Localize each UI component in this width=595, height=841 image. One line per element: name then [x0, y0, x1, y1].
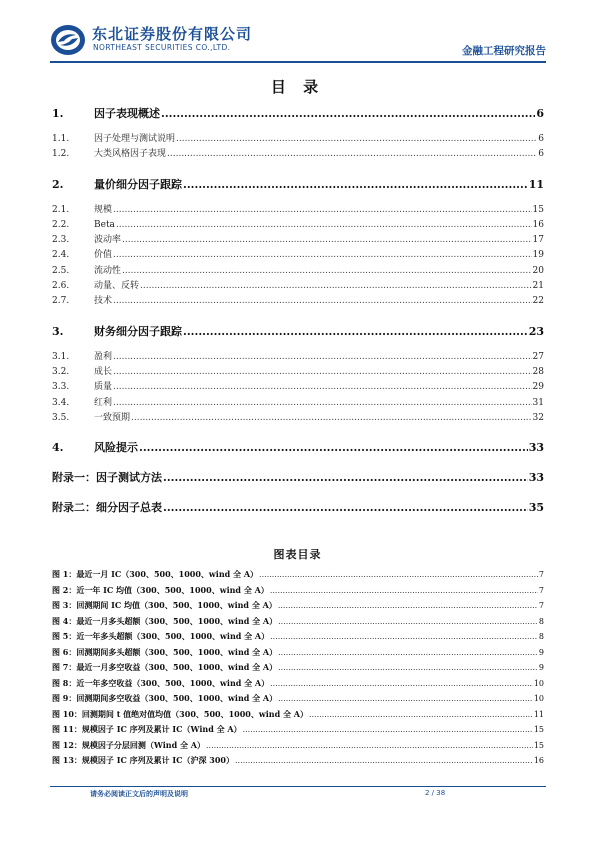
toc-entry-page: 21 — [532, 281, 544, 292]
toc-entry-number: 1.2. — [52, 149, 70, 160]
toc-appendix-entry[interactable] — [52, 500, 544, 516]
company-logo-icon — [50, 24, 86, 56]
toc-entry-number: 3. — [52, 324, 64, 338]
toc-leader-dots — [161, 106, 535, 122]
toc-entry-title: 财务细分因子跟踪 — [94, 324, 182, 338]
toc-entry-page: 29 — [532, 382, 544, 393]
toc-entry-title: 盈利 — [94, 351, 113, 362]
toc-entry-page: 31 — [532, 397, 544, 408]
figure-entry-title: 图 10：回测期间 t 值绝对值均值（300、500、1000、wind 全 A） — [52, 708, 308, 719]
toc-section-entry[interactable] — [52, 106, 544, 122]
toc-entry-number: 2. — [52, 177, 64, 191]
footer-divider — [50, 786, 546, 787]
toc-entry-title: 流动性 — [94, 265, 122, 276]
toc-entry-number: 2.7. — [52, 296, 70, 307]
toc-entry-page: 35 — [528, 501, 544, 515]
toc-subsection-entry[interactable] — [52, 350, 544, 365]
figure-leader-dots — [309, 707, 533, 723]
toc-subsection-entry[interactable] — [52, 279, 544, 294]
toc-entry-page: 28 — [532, 366, 544, 377]
toc-subsection-entry[interactable] — [52, 218, 544, 233]
toc-entry-number: 1. — [52, 107, 64, 120]
toc-entry-title: Beta — [94, 219, 115, 230]
figure-list-entry[interactable] — [52, 567, 544, 583]
figure-entry-page: 8 — [538, 632, 544, 641]
toc-subsection-entry[interactable] — [52, 294, 544, 309]
toc-section-entry[interactable] — [52, 177, 544, 193]
figure-entry-page: 9 — [538, 647, 544, 657]
toc-subsection-entry[interactable] — [52, 264, 544, 279]
figure-leader-dots — [278, 691, 533, 707]
toc-leader-dots — [163, 500, 528, 516]
toc-leader-dots — [176, 132, 537, 147]
figure-entry-page: 10 — [533, 694, 544, 703]
figure-entry-page: 15 — [533, 740, 544, 750]
toc-entry-title: 因子处理与测试说明 — [94, 134, 176, 144]
toc-entry-number: 2.6. — [52, 281, 70, 292]
toc-entry-title: 动量、反转 — [94, 281, 140, 292]
toc-entry-title: 附录二：细分因子总表 — [52, 501, 162, 515]
toc-entry-page: 33 — [528, 471, 544, 485]
figure-list-entry[interactable] — [52, 660, 544, 676]
figure-entry-page: 16 — [533, 756, 544, 765]
report-type-label: 金融工程研究报告 — [462, 45, 546, 57]
toc-section-entry[interactable] — [52, 324, 544, 340]
toc-leader-dots — [113, 294, 532, 309]
toc-leader-dots — [113, 203, 532, 218]
toc-entry-number: 3.5. — [52, 412, 70, 423]
footer-page-number: 2 / 38 — [425, 789, 446, 797]
figure-list-entry[interactable] — [52, 614, 544, 630]
toc-leader-dots — [113, 396, 532, 411]
figure-entry-title: 图 4：最近一月多头超额（300、500、1000、wind 全 A） — [52, 615, 278, 626]
toc-subsection-entry[interactable] — [52, 147, 544, 162]
brand-name-cn: 东北证券股份有限公司 — [92, 25, 253, 43]
toc-entry-page: 20 — [532, 265, 544, 276]
toc-entry-number: 1.1. — [52, 134, 70, 144]
toc-entry-title: 质量 — [94, 382, 113, 393]
figure-list-entry[interactable] — [52, 707, 544, 723]
figure-entry-title: 图 13：规模因子 IC 序列及累计 IC（沪深 300） — [52, 755, 234, 765]
figure-entry-title: 图 9：回测期间多空收益（300、500、1000、wind 全 A） — [52, 693, 278, 703]
figure-list-entry[interactable] — [52, 691, 544, 707]
figure-list-entry[interactable] — [52, 629, 544, 645]
toc-entry-title: 价值 — [94, 250, 113, 261]
toc-entry-number: 2.1. — [52, 204, 70, 215]
figure-leader-dots — [206, 738, 533, 754]
toc-entry-title: 技术 — [94, 296, 113, 307]
toc-subsection-entry[interactable] — [52, 203, 544, 218]
toc-entry-title: 附录一：因子测试方法 — [52, 471, 162, 485]
toc-leader-dots — [122, 233, 532, 248]
toc-entry-page: 17 — [532, 235, 544, 246]
figure-leader-dots — [278, 660, 538, 676]
toc-subsection-entry[interactable] — [52, 248, 544, 263]
toc-subsection-entry[interactable] — [52, 380, 544, 395]
figure-entry-page: 15 — [533, 725, 544, 734]
figure-leader-dots — [278, 598, 538, 614]
toc-subsection-entry[interactable] — [52, 411, 544, 426]
toc-entry-page: 22 — [532, 296, 544, 307]
toc-leader-dots — [139, 440, 528, 456]
figure-list-entry[interactable] — [52, 645, 544, 661]
toc-entry-page: 33 — [528, 441, 544, 455]
figure-entry-title: 图 8：近一年多空收益（300、500、1000、wind 全 A） — [52, 677, 270, 688]
figure-list-entry[interactable] — [52, 722, 544, 738]
figure-entry-title: 图 7：最近一月多空收益（300、500、1000、wind 全 A） — [52, 662, 278, 672]
figure-entry-title: 图 2：近一年 IC 均值（300、500、1000、wind 全 A） — [52, 584, 269, 595]
toc-entry-title: 成长 — [94, 366, 113, 377]
toc-entry-title: 量价细分因子跟踪 — [94, 177, 182, 191]
figure-leader-dots — [270, 629, 538, 645]
toc-leader-dots — [113, 248, 532, 263]
toc-entry-number: 2.4. — [52, 250, 70, 261]
toc-entry-page: 32 — [532, 412, 544, 423]
toc-entry-title: 风险提示 — [94, 441, 138, 455]
figure-leader-dots — [243, 722, 533, 738]
figure-entry-page: 8 — [538, 616, 544, 626]
footer-disclaimer: 请务必阅读正文后的声明及说明 — [90, 790, 188, 798]
figure-leader-dots — [278, 614, 538, 630]
toc-entry-number: 3.1. — [52, 351, 70, 362]
header-divider — [50, 61, 546, 63]
figure-entry-title: 图 3：回测期间 IC 均值（300、500、1000、wind 全 A） — [52, 600, 277, 610]
toc-leader-dots — [183, 177, 528, 193]
toc-subsection-entry[interactable] — [52, 233, 544, 248]
figure-entry-title: 图 12：规模因子分层回测（Wind 全 A） — [52, 739, 205, 750]
toc-entry-page: 23 — [528, 324, 544, 338]
toc-entry-number: 4. — [52, 441, 64, 455]
figures-list-title: 图表目录 — [273, 548, 322, 561]
figure-leader-dots — [270, 676, 533, 692]
toc-subsection-entry[interactable] — [52, 132, 544, 147]
figure-entry-page: 7 — [538, 601, 544, 610]
figure-leader-dots — [270, 583, 538, 599]
figure-entry-title: 图 11：规模因子 IC 序列及累计 IC（Wind 全 A） — [52, 724, 242, 734]
toc-section-entry[interactable] — [52, 440, 544, 456]
toc-subsection-entry[interactable] — [52, 365, 544, 380]
toc-entry-page: 15 — [532, 204, 544, 215]
table-of-contents — [52, 106, 544, 516]
toc-leader-dots — [163, 470, 528, 486]
toc-leader-dots — [140, 279, 532, 294]
toc-entry-title: 因子表现概述 — [94, 107, 160, 120]
toc-leader-dots — [113, 365, 532, 380]
figure-entry-page: 11 — [533, 709, 544, 719]
toc-leader-dots — [113, 350, 532, 365]
figure-list-entry[interactable] — [52, 676, 544, 692]
toc-entry-page: 19 — [532, 250, 544, 261]
toc-title: 目 录 — [270, 78, 325, 96]
toc-leader-dots — [116, 218, 532, 233]
toc-entry-title: 波动率 — [94, 235, 122, 246]
toc-entry-number: 2.5. — [52, 265, 70, 276]
toc-entry-number: 2.3. — [52, 235, 70, 246]
toc-entry-page: 16 — [532, 219, 544, 230]
figure-list-entry[interactable] — [52, 598, 544, 614]
figures-list — [52, 567, 544, 769]
toc-entry-page: 6 — [538, 134, 544, 144]
figure-list-entry[interactable] — [52, 753, 544, 769]
figure-entry-title: 图 1：最近一月 IC（300、500、1000、wind 全 A） — [52, 569, 259, 579]
figure-entry-page: 10 — [533, 678, 544, 688]
toc-entry-title: 大类风格因子表现 — [94, 149, 167, 160]
figure-entry-title: 图 5：近一年多头超额（300、500、1000、wind 全 A） — [52, 631, 270, 641]
toc-entry-number: 3.3. — [52, 382, 70, 393]
toc-leader-dots — [183, 324, 528, 340]
figure-entry-page: 7 — [538, 570, 544, 579]
toc-entry-title: 红利 — [94, 397, 113, 408]
toc-entry-number: 3.4. — [52, 397, 70, 408]
toc-entry-title: 一致预期 — [94, 412, 131, 423]
toc-leader-dots — [167, 147, 537, 162]
figure-list-entry[interactable] — [52, 583, 544, 599]
toc-subsection-entry[interactable] — [52, 396, 544, 411]
figure-leader-dots — [235, 753, 533, 769]
figure-leader-dots — [259, 567, 538, 583]
figure-list-entry[interactable] — [52, 738, 544, 754]
toc-leader-dots — [113, 380, 532, 395]
toc-entry-number: 3.2. — [52, 366, 70, 377]
page-header — [50, 22, 546, 62]
figure-entry-page: 7 — [538, 585, 544, 595]
toc-entry-page: 6 — [536, 107, 544, 120]
toc-entry-number: 2.2. — [52, 219, 70, 230]
toc-appendix-entry[interactable] — [52, 470, 544, 486]
figure-leader-dots — [278, 645, 538, 661]
figure-entry-title: 图 6：回测期间多头超额（300、500、1000、wind 全 A） — [52, 646, 278, 657]
figure-entry-page: 9 — [538, 663, 544, 672]
toc-leader-dots — [131, 411, 532, 426]
brand-name-en: NORTHEAST SECURITIES CO.,LTD. — [93, 43, 231, 52]
toc-leader-dots — [122, 264, 532, 279]
toc-entry-page: 6 — [538, 149, 544, 160]
toc-entry-page: 27 — [532, 351, 544, 362]
toc-entry-title: 规模 — [94, 204, 113, 215]
toc-entry-page: 11 — [528, 177, 544, 191]
